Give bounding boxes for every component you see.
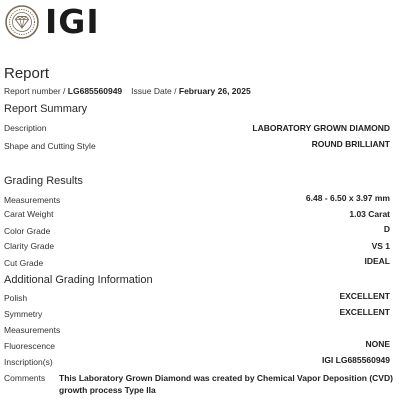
row-value: IDEAL [364, 256, 390, 266]
row-value: 6.48 - 6.50 x 3.97 mm [305, 193, 390, 203]
section-heading-grading: Grading Results [4, 175, 83, 187]
row-label: Clarity Grade [4, 241, 55, 251]
row-label: Inscription(s) [4, 357, 53, 367]
row-label: Fluorescence [4, 341, 56, 351]
row-label: Cut Grade [4, 258, 44, 268]
report-meta [4, 86, 251, 96]
row-value: D [383, 224, 390, 234]
row-label: Symmetry [4, 309, 43, 319]
row-value: 1.03 Carat [349, 209, 390, 219]
row-value: ROUND BRILLIANT [311, 139, 390, 149]
row-label: Carat Weight [4, 209, 54, 219]
row-value: IGI LG685560949 [321, 355, 390, 365]
row-label: Measurements [4, 325, 61, 335]
comments-value: This Laboratory Grown Diamond was created by Chemical Vapor Deposition (CVD) growth process Type IIa [59, 373, 393, 395]
igi-logo [5, 2, 100, 41]
section-heading-additional: Additional Grading Information [4, 274, 153, 286]
grading-row [0, 194, 400, 206]
row-value: LABORATORY GROWN DIAMOND [252, 123, 390, 133]
row-value: NONE [365, 339, 390, 349]
igi-seal-icon [5, 5, 39, 39]
section-heading-summary: Report Summary [4, 103, 88, 115]
additional-row [0, 325, 400, 337]
additional-row [0, 356, 400, 368]
row-value: EXCELLENT [339, 307, 390, 317]
additional-row [0, 340, 400, 352]
additional-row [0, 308, 400, 320]
grading-row [0, 257, 400, 269]
row-value: EXCELLENT [339, 291, 390, 301]
grading-row [0, 209, 400, 221]
additional-row [0, 292, 400, 304]
row-label: Polish [4, 293, 28, 303]
row-value: VS 1 [371, 241, 390, 251]
row-label: Measurements [4, 195, 61, 205]
grading-row [0, 225, 400, 237]
grading-row [0, 241, 400, 253]
comments-row [0, 372, 400, 398]
row-label: Shape and Cutting Style [4, 141, 96, 151]
row-label: Description [4, 123, 47, 133]
issue-date-label: Issue Date / [131, 86, 177, 96]
report-number-label: Report number / [4, 86, 66, 96]
page-title: Report [4, 65, 50, 82]
comments-label: Comments [4, 373, 46, 383]
issue-date: February 26, 2025 [178, 86, 251, 96]
row-label: Color Grade [4, 226, 51, 236]
report-number: LG685560949 [67, 86, 123, 96]
summary-row [0, 123, 400, 135]
brand-name: IGI [45, 2, 100, 41]
summary-row [0, 140, 400, 152]
